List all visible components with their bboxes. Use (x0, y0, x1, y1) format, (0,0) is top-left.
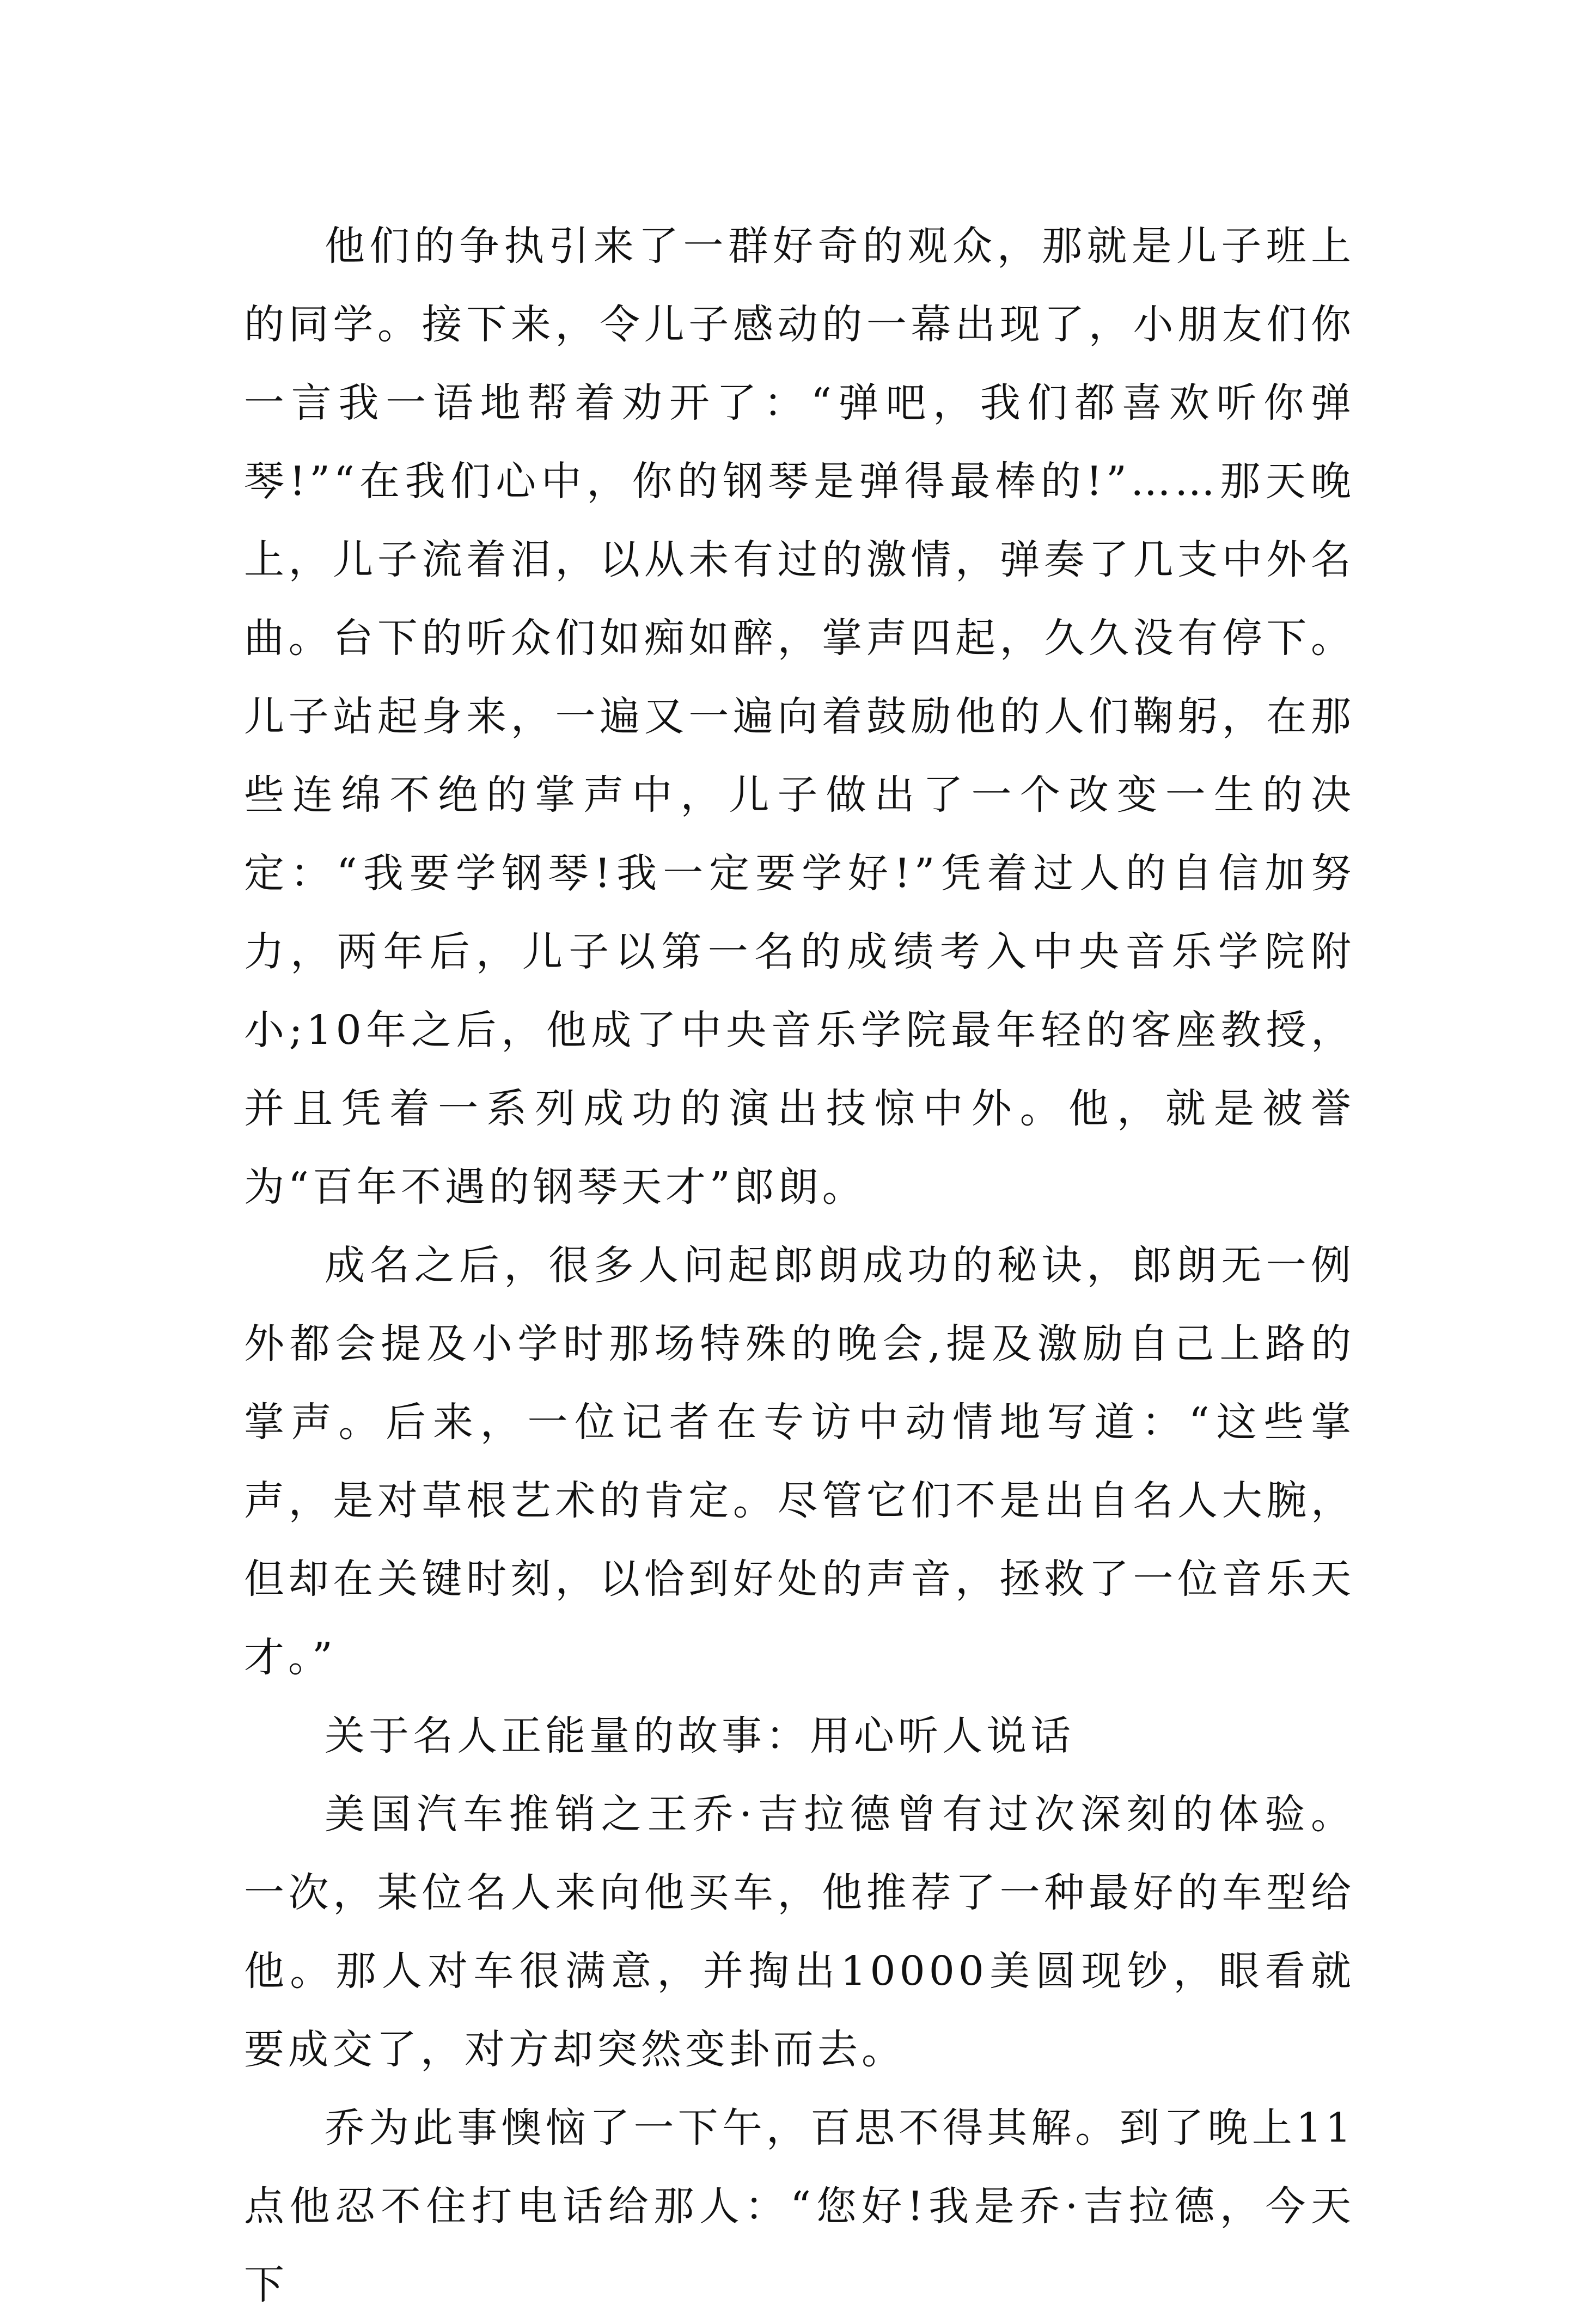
document-body (244, 207, 1355, 2324)
paragraph: 他们的争执引来了一群好奇的观众，那就是儿子班上的同学。接下来，令儿子感动的一幕出现了，小朋友们你一言我一语地帮着劝开了：“弹吧，我们都喜欢听你弹琴!”“在我们心中，你的钢琴是弹得最棒的!”……那天晚上，儿子流着泪，以从未有过的激情，弹奏了几支中外名曲。台下的听众们如痴如醉，掌声四起，久久没有停下。儿子站起身来，一遍又一遍向着鼓励他的人们鞠躬，在那些连绵不绝的掌声中，儿子做出了一个改变一生的决定：“我要学钢琴!我一定要学好!”凭着过人的自信加努力，两年后，儿子以第一名的成绩考入中央音乐学院附小;10年之后，他成了中央音乐学院最年轻的客座教授，并且凭着一系列成功的演出技惊中外。他，就是被誉为“百年不遇的钢琴天才”郎朗。 (244, 223, 1355, 1210)
paragraph: 美国汽车推销之王乔·吉拉德曾有过次深刻的体验。一次，某位名人来向他买车，他推荐了一种最好的车型给他。那人对车很满意，并掏出10000美圆现钞，眼看就要成交了，对方却突然变卦而去。 (244, 1791, 1355, 2073)
paragraph: 乔为此事懊恼了一下午，百思不得其解。到了晚上11点他忍不住打电话给那人：“您好!我是乔·吉拉德，今天下 (244, 2105, 1355, 2308)
paragraph: 成名之后，很多人问起郎朗成功的秘诀，郎朗无一例外都会提及小学时那场特殊的晚会,提及激励自己上路的掌声。后来，一位记者在专访中动情地写道：“这些掌声，是对草根艺术的肯定。尽管它们不是出自名人大腕，但却在关键时刻，以恰到好处的声音，拯救了一位音乐天才。” (244, 1242, 1355, 1681)
section-heading: 关于名人正能量的故事：用心听人说话 (325, 1713, 1074, 1759)
